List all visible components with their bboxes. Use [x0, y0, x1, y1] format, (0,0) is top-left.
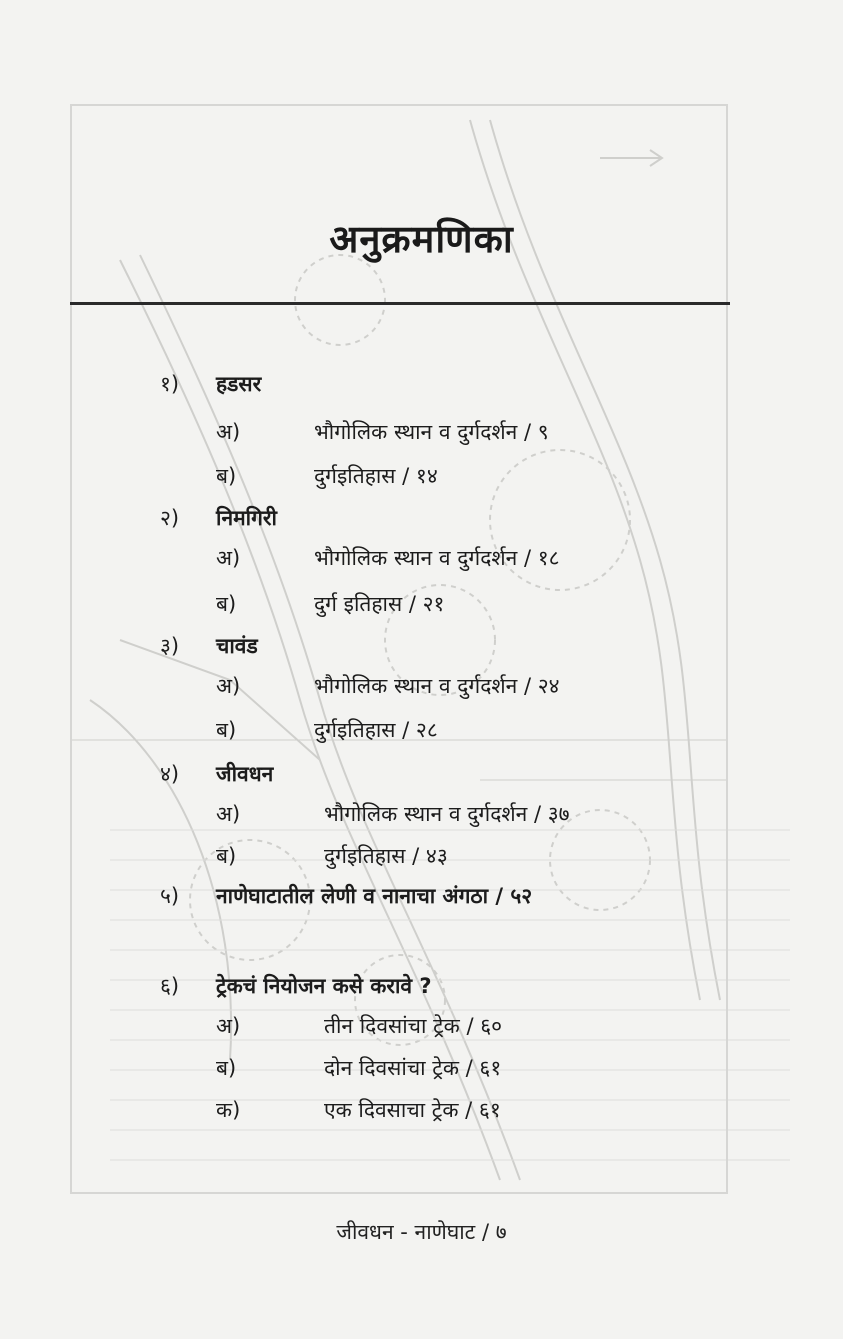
item-letter: ब): [216, 718, 237, 742]
section-title: निमगिरी: [216, 506, 277, 530]
item-text: एक दिवसाचा ट्रेक / ६१: [324, 1098, 501, 1122]
page-footer: जीवधन - नाणेघाट / ७: [336, 1220, 507, 1244]
item-text: दुर्गइतिहास / २८: [314, 718, 438, 742]
section-number: २): [160, 506, 180, 530]
item-text: दुर्ग इतिहास / २१: [314, 592, 445, 616]
item-letter: अ): [216, 1014, 241, 1038]
page-title: अनुक्रमणिका: [329, 217, 514, 261]
item-text: तीन दिवसांचा ट्रेक / ६०: [324, 1014, 503, 1038]
section-number: १): [160, 372, 180, 396]
item-text: दोन दिवसांचा ट्रेक / ६१: [324, 1056, 502, 1080]
section-number: ५): [160, 884, 180, 908]
section-title: चावंड: [216, 634, 258, 658]
section-title: हडसर: [216, 372, 262, 396]
item-letter: अ): [216, 420, 241, 444]
item-text: भौगोलिक स्थान व दुर्गदर्शन / १८: [314, 546, 560, 570]
section-number: ४): [160, 762, 180, 786]
section-title: जीवधन: [216, 762, 274, 786]
item-letter: क): [216, 1098, 241, 1122]
title-rule: [70, 302, 730, 305]
item-letter: अ): [216, 802, 241, 826]
item-text: दुर्गइतिहास / १४: [314, 464, 438, 488]
item-letter: अ): [216, 546, 241, 570]
item-text: भौगोलिक स्थान व दुर्गदर्शन / ३७: [324, 802, 570, 826]
item-letter: ब): [216, 592, 237, 616]
section-number: ३): [160, 634, 180, 658]
item-text: भौगोलिक स्थान व दुर्गदर्शन / ९: [314, 420, 549, 444]
item-text: दुर्गइतिहास / ४३: [324, 844, 448, 868]
section-title: नाणेघाटातील लेणी व नानाचा अंगठा / ५२: [216, 884, 533, 908]
item-letter: अ): [216, 674, 241, 698]
item-letter: ब): [216, 1056, 237, 1080]
section-number: ६): [160, 974, 180, 998]
item-letter: ब): [216, 464, 237, 488]
section-title: ट्रेकचं नियोजन कसे करावे ?: [216, 974, 432, 998]
item-letter: ब): [216, 844, 237, 868]
item-text: भौगोलिक स्थान व दुर्गदर्शन / २४: [314, 674, 560, 698]
